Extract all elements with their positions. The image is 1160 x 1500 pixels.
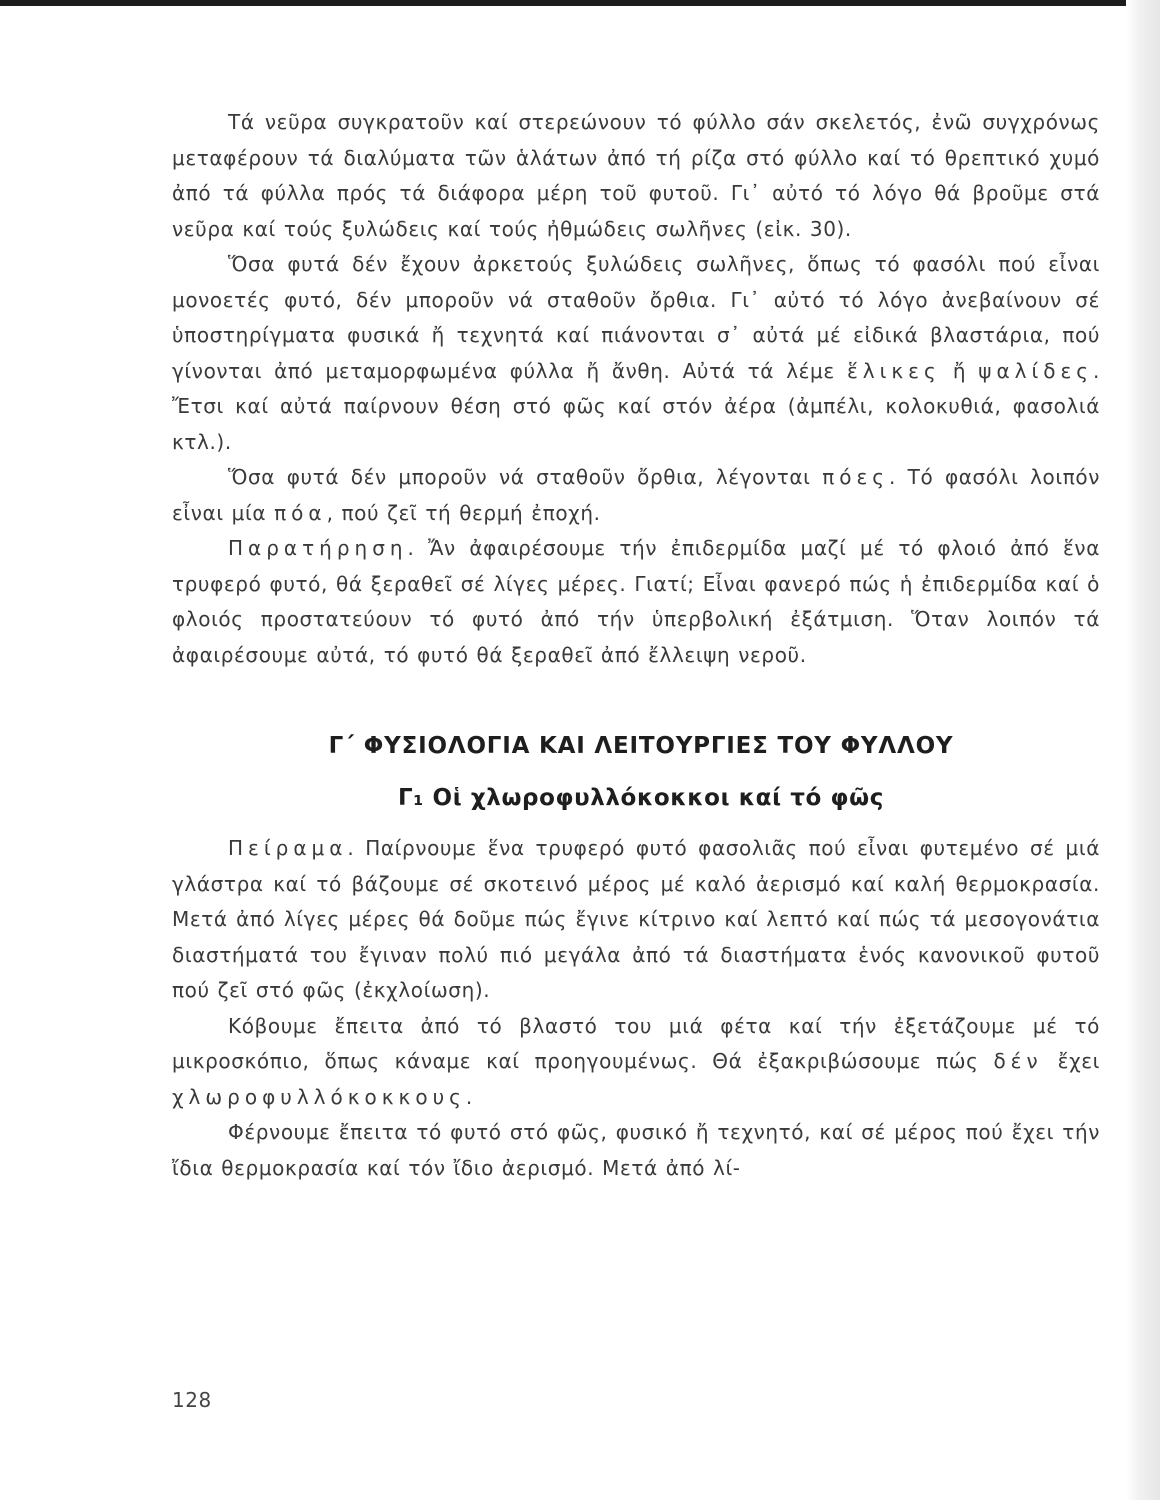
top-edge-rule [0,0,1160,6]
paragraph-climbing-plants [172,247,1100,460]
paragraph-text: Τά νεῦρα συγκρατοῦν καί στερεώνουν τό φύλλο σάν σκελετός, ἐνῶ συγχρόνως μεταφέρουν τά διαλύματα τῶν ἁλάτων ἀπό τή ρίζα στό φύλλο καί τό θρεπτικό χυμό ἀπό τά φύλλα πρός τά διάφορα μέρη τοῦ φυτοῦ. Γι᾽ αὐτό τό λόγο θά βροῦμε στά νεῦρα καί τούς ξυλώδεις καί τούς ἠθμώδεις σωλῆνες (εἰκ. 30). [172,110,1100,241]
paragraph-text: . Παίρνουμε ἕνα τρυφερό φυτό φασολιᾶς πού εἶναι φυτεμένο σέ μιά γλάστρα καί τό βάζουμε σέ σκοτεινό μέρος μέ καλό ἀερισμό καί καλή θερμοκρασία. Μετά ἀπό λίγες μέρες θά δοῦμε πώς ἔγινε κίτρινο καί λεπτό καί πώς τά μεσογονάτια διαστήματά του ἔγιναν πολύ πιό μεγάλα ἀπό τά διαστήματα ἑνός κανονικοῦ φυτοῦ πού ζεῖ στό φῶς (ἐκχλοίωση). [172,836,1100,1002]
subsection-title: Γ₁ Οἱ χλωροφυλλόκοκκοι καί τό φῶς [398,785,884,811]
page-body [172,105,1100,1186]
paragraph-leaf-veins [172,105,1100,247]
paragraph-text: Κόβουμε ἔπειτα ἀπό τό βλαστό του μιά φέτα καί τήν ἐξετάζουμε μέ τό μικροσκόπιο, ὅπως κάναμε καί προηγουμένως. Θά ἐξακριβώσουμε πώς [172,1013,1100,1073]
spaced-term-not: δέν [993,1049,1043,1073]
paragraph-text: ἤ [952,358,967,383]
paragraph-text: Ὅσα φυτά δέν μποροῦν νά σταθοῦν ὄρθια, λέγονται [228,465,811,489]
paragraph-text: . Τό φασόλι λοιπόν εἶναι μία [172,465,1100,525]
observation-label: Παρατήρηση [228,536,408,560]
experiment-label: Πείραμα [228,836,348,860]
paragraph-observation [172,531,1100,673]
paragraph-text: Ὅσα φυτά δέν ἔχουν ἀρκετούς ξυλώδεις σωλῆνες, ὅπως τό φασόλι πού εἶναι μονοετές φυτό, δέν μποροῦν νά σταθοῦν ὄρθια. Γι᾽ αὐτό τό λόγο ἀνεβαίνουν σέ ὑποστηρίγματα φυσικά ἤ τεχνητά καί πιάνονται σ᾽ αὐτά μέ εἰδικά βλαστάρια, πού γίνονται ἀπό μεταμορφωμένα φύλλα ἤ ἄνθη. Αὐτά τά λέμε [172,252,1100,383]
headings-block [182,733,1100,811]
paragraph-microscope [172,1009,1100,1116]
spaced-term-herbs: πόες [822,465,890,489]
spaced-term-herb: πόα [274,500,327,525]
spaced-term-tendrils: ἕλικες [846,358,941,383]
spaced-term-chloroplasts: χλωροφυλλόκοκκους [172,1084,466,1109]
paragraph-light [172,1115,1100,1186]
paragraph-text: . [465,1084,473,1109]
paragraph-text: Φέρνουμε ἔπειτα τό φυτό στό φῶς, φυσικό ἤ τεχνητό, καί σέ μέρος πού ἔχει τήν ἴδια θερμοκρασία καί τόν ἴδιο ἀερισμό. Μετά ἀπό λί- [172,1120,1100,1180]
paragraph-herbs [172,460,1100,531]
paragraph-text: . Ἔτσι καί αὐτά παίρνουν θέση στό φῶς καί στόν ἀέρα (ἀμπέλι, κολοκυθιά, φασολιά κτλ.). [172,358,1100,454]
scan-right-edge-shadow [1126,0,1160,1500]
paragraph-experiment [172,831,1100,1009]
paragraph-text: , πού ζεῖ τή θερμή ἐποχή. [326,500,601,525]
page-number: 128 [172,1388,212,1412]
section-title: Γ΄ ΦΥΣΙΟΛΟΓΙΑ ΚΑΙ ΛΕΙΤΟΥΡΓΙΕΣ ΤΟΥ ΦΥΛΛΟΥ [328,733,954,759]
paragraph-text: . Ἄν ἀφαιρέσουμε τήν ἐπιδερμίδα μαζί μέ τό φλοιό ἀπό ἕνα τρυφερό φυτό, θά ξεραθεῖ σέ λίγες μέρες. Γιατί; Εἶναι φανερό πώς ἡ ἐπιδερμίδα καί ὁ φλοιός προστατεύουν τό φυτό ἀπό τήν ὑπερβολική ἐξάτμιση. Ὅταν λοιπόν τά ἀφαιρέσουμε αὐτά, τό φυτό θά ξεραθεῖ ἀπό ἔλλειψη νεροῦ. [172,536,1100,667]
spaced-term-tendrils-alt: ψαλίδες [978,358,1094,383]
paragraph-text: ἔχει [1057,1049,1100,1073]
